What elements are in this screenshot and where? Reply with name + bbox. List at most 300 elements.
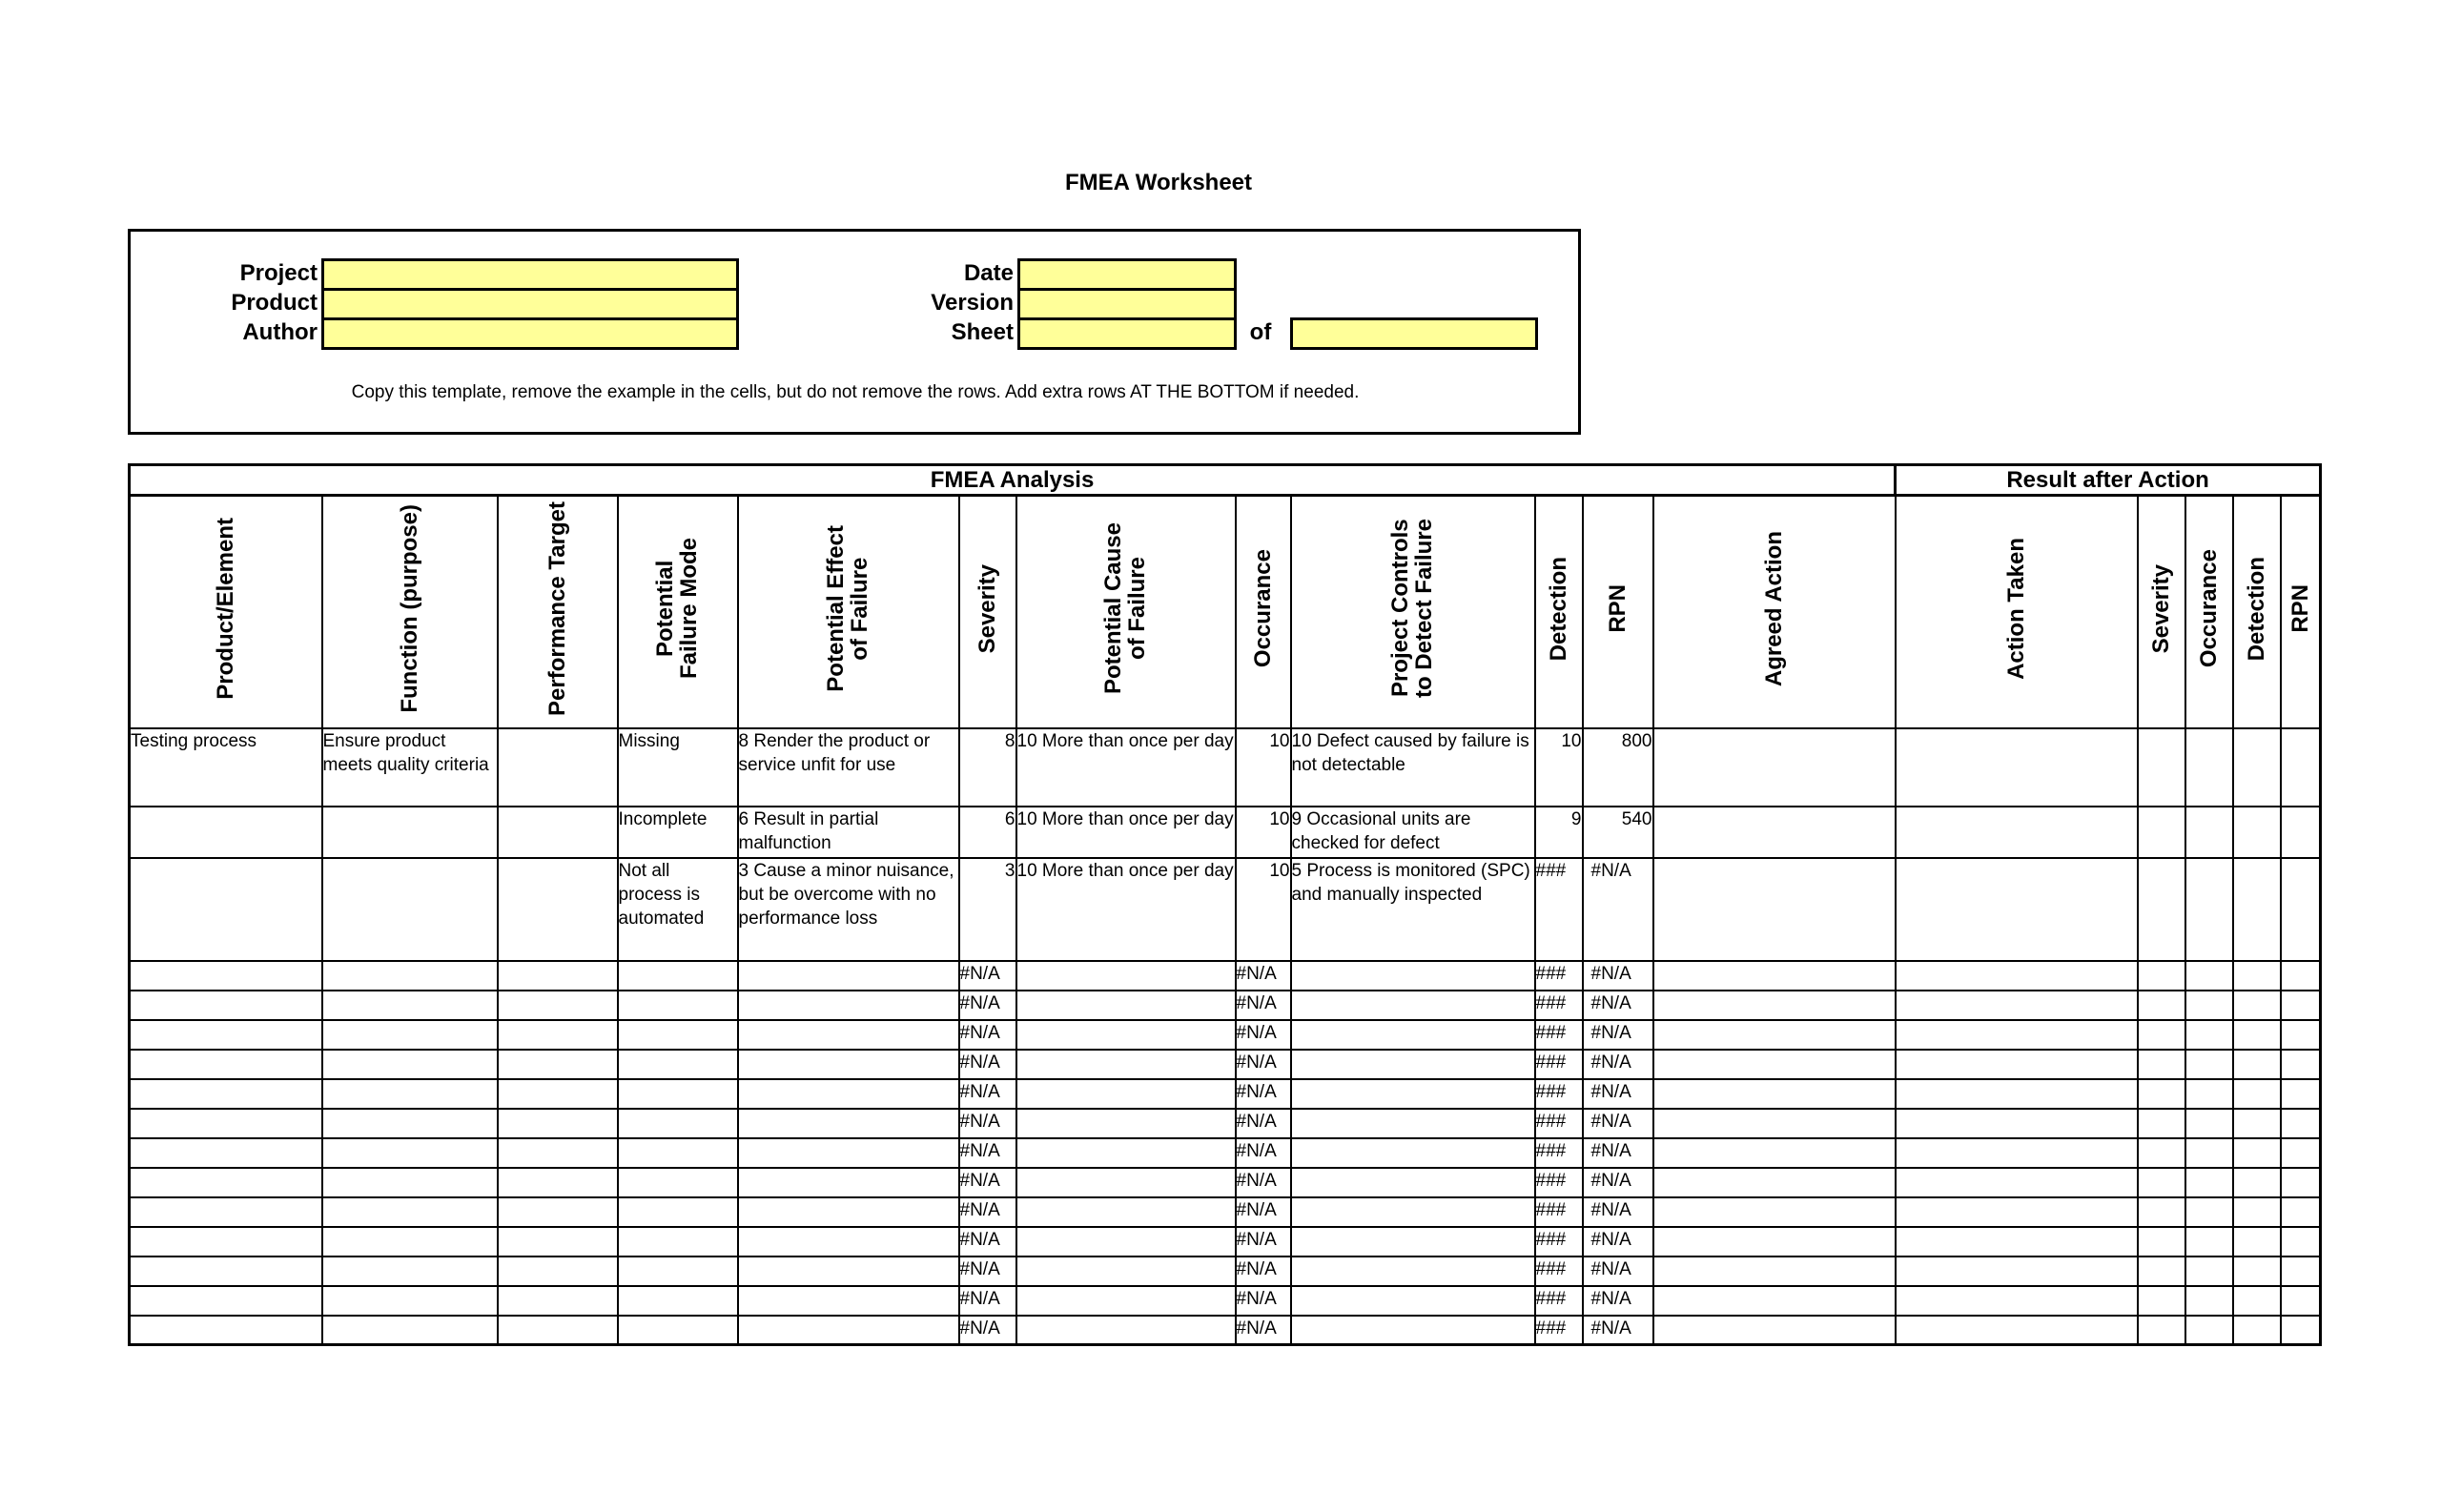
cell-result-detection[interactable] bbox=[2233, 1079, 2281, 1109]
col-controls: Project Controls to Detect Failure bbox=[1291, 496, 1535, 728]
cell-result-rpn[interactable] bbox=[2281, 1257, 2321, 1286]
cell-controls[interactable] bbox=[1291, 1286, 1535, 1316]
cell-failure-mode[interactable] bbox=[618, 1138, 738, 1168]
author-field[interactable] bbox=[321, 317, 739, 350]
cell-rpn[interactable]: #N/A bbox=[1583, 1020, 1653, 1050]
cell-action-taken[interactable] bbox=[1896, 1316, 2138, 1345]
cell-effect[interactable]: 8 Render the product or service unfit for use bbox=[738, 728, 959, 807]
cell-cause[interactable]: 10 More than once per day bbox=[1016, 858, 1236, 961]
cell-agreed-action[interactable] bbox=[1653, 1109, 1896, 1138]
cell-result-rpn[interactable] bbox=[2281, 1227, 2321, 1257]
cell-occurance[interactable]: #N/A bbox=[1236, 1050, 1291, 1079]
cell-performance-target[interactable] bbox=[498, 991, 618, 1020]
cell-cause[interactable] bbox=[1016, 1286, 1236, 1316]
cell-result-occurance[interactable] bbox=[2185, 1227, 2233, 1257]
sheet-field[interactable] bbox=[1017, 317, 1237, 350]
cell-result-detection[interactable] bbox=[2233, 1316, 2281, 1345]
cell-result-occurance[interactable] bbox=[2185, 807, 2233, 858]
cell-effect[interactable] bbox=[738, 1197, 959, 1227]
cell-rpn[interactable]: 540 bbox=[1583, 807, 1653, 858]
cell-controls[interactable]: 5 Process is monitored (SPC) and manually inspected bbox=[1291, 858, 1535, 961]
cell-cause[interactable] bbox=[1016, 1079, 1236, 1109]
cell-severity[interactable]: 6 bbox=[959, 807, 1016, 858]
cell-severity[interactable]: 3 bbox=[959, 858, 1016, 961]
cell-result-occurance[interactable] bbox=[2185, 1286, 2233, 1316]
cell-performance-target[interactable] bbox=[498, 1109, 618, 1138]
cell-function[interactable] bbox=[322, 1227, 498, 1257]
cell-result-detection[interactable] bbox=[2233, 1168, 2281, 1197]
cell-rpn[interactable]: #N/A bbox=[1583, 1257, 1653, 1286]
table-row bbox=[130, 961, 2321, 991]
cell-rpn[interactable]: #N/A bbox=[1583, 961, 1653, 991]
cell-action-taken[interactable] bbox=[1896, 1257, 2138, 1286]
cell-result-severity[interactable] bbox=[2138, 1197, 2185, 1227]
cell-function[interactable] bbox=[322, 1168, 498, 1197]
cell-result-occurance[interactable] bbox=[2185, 1138, 2233, 1168]
cell-detection[interactable]: ### bbox=[1535, 1286, 1583, 1316]
cell-result-detection[interactable] bbox=[2233, 961, 2281, 991]
cell-result-severity[interactable] bbox=[2138, 961, 2185, 991]
cell-function[interactable] bbox=[322, 858, 498, 961]
cell-product[interactable] bbox=[130, 807, 322, 858]
cell-cause[interactable] bbox=[1016, 961, 1236, 991]
table-row bbox=[130, 1257, 2321, 1286]
cell-product[interactable] bbox=[130, 1079, 322, 1109]
cell-agreed-action[interactable] bbox=[1653, 1079, 1896, 1109]
cell-controls[interactable]: 10 Defect caused by failure is not detectable bbox=[1291, 728, 1535, 807]
sheet-total-field[interactable] bbox=[1290, 317, 1538, 350]
cell-severity[interactable]: #N/A bbox=[959, 961, 1016, 991]
cell-rpn[interactable]: #N/A bbox=[1583, 1316, 1653, 1345]
cell-severity[interactable]: #N/A bbox=[959, 1286, 1016, 1316]
cell-performance-target[interactable] bbox=[498, 1227, 618, 1257]
cell-severity[interactable]: #N/A bbox=[959, 1316, 1016, 1345]
cell-effect[interactable]: 3 Cause a minor nuisance, but be overcome with no performance loss bbox=[738, 858, 959, 961]
cell-performance-target[interactable] bbox=[498, 1079, 618, 1109]
cell-function[interactable] bbox=[322, 1286, 498, 1316]
cell-controls[interactable] bbox=[1291, 1316, 1535, 1345]
cell-product[interactable] bbox=[130, 1257, 322, 1286]
table-row bbox=[130, 1197, 2321, 1227]
cell-detection[interactable]: ### bbox=[1535, 1138, 1583, 1168]
cell-agreed-action[interactable] bbox=[1653, 961, 1896, 991]
cell-failure-mode[interactable] bbox=[618, 1286, 738, 1316]
cell-result-severity[interactable] bbox=[2138, 1138, 2185, 1168]
cell-occurance[interactable]: #N/A bbox=[1236, 1227, 1291, 1257]
cell-result-detection[interactable] bbox=[2233, 728, 2281, 807]
cell-agreed-action[interactable] bbox=[1653, 1050, 1896, 1079]
cell-function[interactable] bbox=[322, 1050, 498, 1079]
cell-detection[interactable]: ### bbox=[1535, 858, 1583, 961]
cell-effect[interactable] bbox=[738, 961, 959, 991]
cell-performance-target[interactable] bbox=[498, 1138, 618, 1168]
cell-product[interactable] bbox=[130, 961, 322, 991]
cell-result-detection[interactable] bbox=[2233, 991, 2281, 1020]
col-cause: Potential Cause of Failure bbox=[1016, 496, 1236, 728]
product-field[interactable] bbox=[321, 288, 739, 320]
cell-rpn[interactable]: #N/A bbox=[1583, 1079, 1653, 1109]
cell-action-taken[interactable] bbox=[1896, 961, 2138, 991]
cell-action-taken[interactable] bbox=[1896, 1168, 2138, 1197]
cell-result-occurance[interactable] bbox=[2185, 961, 2233, 991]
cell-failure-mode[interactable]: Missing bbox=[618, 728, 738, 807]
cell-controls[interactable] bbox=[1291, 1050, 1535, 1079]
table-row bbox=[130, 1020, 2321, 1050]
cell-failure-mode[interactable] bbox=[618, 1316, 738, 1345]
cell-performance-target[interactable] bbox=[498, 1316, 618, 1345]
cell-severity[interactable]: #N/A bbox=[959, 1079, 1016, 1109]
cell-function[interactable] bbox=[322, 1109, 498, 1138]
version-field[interactable] bbox=[1017, 288, 1237, 320]
cell-performance-target[interactable] bbox=[498, 961, 618, 991]
cell-failure-mode[interactable]: Not all process is automated bbox=[618, 858, 738, 961]
cell-result-occurance[interactable] bbox=[2185, 991, 2233, 1020]
cell-controls[interactable] bbox=[1291, 1197, 1535, 1227]
cell-cause[interactable] bbox=[1016, 1109, 1236, 1138]
cell-rpn[interactable]: #N/A bbox=[1583, 1050, 1653, 1079]
cell-failure-mode[interactable]: Incomplete bbox=[618, 807, 738, 858]
cell-cause[interactable] bbox=[1016, 1020, 1236, 1050]
cell-cause[interactable] bbox=[1016, 1197, 1236, 1227]
cell-controls[interactable] bbox=[1291, 1109, 1535, 1138]
cell-product[interactable] bbox=[130, 1138, 322, 1168]
cell-severity[interactable]: #N/A bbox=[959, 1168, 1016, 1197]
cell-cause[interactable] bbox=[1016, 1050, 1236, 1079]
cell-product[interactable] bbox=[130, 1316, 322, 1345]
cell-result-severity[interactable] bbox=[2138, 1316, 2185, 1345]
cell-controls[interactable] bbox=[1291, 1079, 1535, 1109]
cell-function[interactable] bbox=[322, 961, 498, 991]
cell-rpn[interactable]: #N/A bbox=[1583, 1168, 1653, 1197]
cell-product[interactable] bbox=[130, 858, 322, 961]
cell-result-rpn[interactable] bbox=[2281, 1109, 2321, 1138]
product-label: Product bbox=[231, 290, 318, 316]
cell-performance-target[interactable] bbox=[498, 858, 618, 961]
cell-failure-mode[interactable] bbox=[618, 1168, 738, 1197]
cell-result-occurance[interactable] bbox=[2185, 1257, 2233, 1286]
cell-result-rpn[interactable] bbox=[2281, 1138, 2321, 1168]
cell-result-severity[interactable] bbox=[2138, 1257, 2185, 1286]
cell-result-severity[interactable] bbox=[2138, 1079, 2185, 1109]
cell-severity[interactable]: #N/A bbox=[959, 1109, 1016, 1138]
cell-product[interactable] bbox=[130, 991, 322, 1020]
cell-result-rpn[interactable] bbox=[2281, 961, 2321, 991]
cell-result-severity[interactable] bbox=[2138, 1168, 2185, 1197]
cell-action-taken[interactable] bbox=[1896, 1197, 2138, 1227]
cell-rpn[interactable]: #N/A bbox=[1583, 991, 1653, 1020]
cell-controls[interactable] bbox=[1291, 1257, 1535, 1286]
cell-cause[interactable] bbox=[1016, 991, 1236, 1020]
cell-failure-mode[interactable] bbox=[618, 991, 738, 1020]
cell-effect[interactable]: 6 Result in partial malfunction bbox=[738, 807, 959, 858]
cell-performance-target[interactable] bbox=[498, 1050, 618, 1079]
cell-product[interactable] bbox=[130, 1050, 322, 1079]
cell-controls[interactable] bbox=[1291, 1020, 1535, 1050]
cell-cause[interactable]: 10 More than once per day bbox=[1016, 728, 1236, 807]
cell-function[interactable] bbox=[322, 1020, 498, 1050]
cell-occurance[interactable]: 10 bbox=[1236, 807, 1291, 858]
cell-controls[interactable] bbox=[1291, 991, 1535, 1020]
cell-result-occurance[interactable] bbox=[2185, 1316, 2233, 1345]
table-row bbox=[130, 1050, 2321, 1079]
cell-effect[interactable] bbox=[738, 1316, 959, 1345]
cell-function[interactable] bbox=[322, 1197, 498, 1227]
cell-result-detection[interactable] bbox=[2233, 1050, 2281, 1079]
cell-agreed-action[interactable] bbox=[1653, 1138, 1896, 1168]
cell-result-detection[interactable] bbox=[2233, 1197, 2281, 1227]
col-result-occurance: Occurance bbox=[2185, 496, 2233, 728]
cell-severity[interactable]: #N/A bbox=[959, 1020, 1016, 1050]
cell-product[interactable] bbox=[130, 1227, 322, 1257]
cell-occurance[interactable]: #N/A bbox=[1236, 1168, 1291, 1197]
cell-detection[interactable]: ### bbox=[1535, 1197, 1583, 1227]
cell-detection[interactable]: ### bbox=[1535, 1079, 1583, 1109]
cell-performance-target[interactable] bbox=[498, 1197, 618, 1227]
cell-result-occurance[interactable] bbox=[2185, 858, 2233, 961]
cell-agreed-action[interactable] bbox=[1653, 858, 1896, 961]
cell-result-occurance[interactable] bbox=[2185, 1079, 2233, 1109]
cell-severity[interactable]: #N/A bbox=[959, 1257, 1016, 1286]
cell-function[interactable] bbox=[322, 1079, 498, 1109]
cell-rpn[interactable]: #N/A bbox=[1583, 1286, 1653, 1316]
cell-occurance[interactable]: #N/A bbox=[1236, 961, 1291, 991]
cell-failure-mode[interactable] bbox=[618, 1020, 738, 1050]
cell-agreed-action[interactable] bbox=[1653, 1257, 1896, 1286]
cell-rpn[interactable]: #N/A bbox=[1583, 1109, 1653, 1138]
cell-product[interactable] bbox=[130, 1109, 322, 1138]
cell-agreed-action[interactable] bbox=[1653, 1286, 1896, 1316]
cell-result-rpn[interactable] bbox=[2281, 991, 2321, 1020]
cell-rpn[interactable]: #N/A bbox=[1583, 858, 1653, 961]
cell-agreed-action[interactable] bbox=[1653, 1168, 1896, 1197]
cell-product[interactable] bbox=[130, 1286, 322, 1316]
col-rpn: RPN bbox=[1583, 496, 1653, 728]
cell-action-taken[interactable] bbox=[1896, 1138, 2138, 1168]
cell-result-severity[interactable] bbox=[2138, 807, 2185, 858]
cell-action-taken[interactable] bbox=[1896, 991, 2138, 1020]
cell-result-detection[interactable] bbox=[2233, 1227, 2281, 1257]
project-field[interactable] bbox=[321, 258, 739, 291]
band-result-after-action: Result after Action bbox=[1896, 465, 2321, 496]
cell-effect[interactable] bbox=[738, 1286, 959, 1316]
cell-effect[interactable] bbox=[738, 1257, 959, 1286]
cell-failure-mode[interactable] bbox=[618, 1227, 738, 1257]
cell-severity[interactable]: #N/A bbox=[959, 1227, 1016, 1257]
cell-effect[interactable] bbox=[738, 1050, 959, 1079]
cell-occurance[interactable]: #N/A bbox=[1236, 1286, 1291, 1316]
cell-controls[interactable] bbox=[1291, 1168, 1535, 1197]
cell-agreed-action[interactable] bbox=[1653, 728, 1896, 807]
cell-result-rpn[interactable] bbox=[2281, 1050, 2321, 1079]
cell-detection[interactable]: 9 bbox=[1535, 807, 1583, 858]
cell-performance-target[interactable] bbox=[498, 1020, 618, 1050]
cell-agreed-action[interactable] bbox=[1653, 991, 1896, 1020]
cell-product[interactable]: Testing process bbox=[130, 728, 322, 807]
template-note: Copy this template, remove the example in the cells, but do not remove the rows. Add extra rows AT THE BOTTOM if needed. bbox=[351, 382, 1360, 402]
cell-occurance[interactable]: #N/A bbox=[1236, 1079, 1291, 1109]
cell-agreed-action[interactable] bbox=[1653, 1020, 1896, 1050]
cell-cause[interactable] bbox=[1016, 1257, 1236, 1286]
cell-severity[interactable]: #N/A bbox=[959, 1138, 1016, 1168]
cell-performance-target[interactable] bbox=[498, 728, 618, 807]
cell-result-detection[interactable] bbox=[2233, 1257, 2281, 1286]
cell-rpn[interactable]: #N/A bbox=[1583, 1227, 1653, 1257]
cell-effect[interactable] bbox=[738, 1168, 959, 1197]
cell-result-detection[interactable] bbox=[2233, 1286, 2281, 1316]
cell-cause[interactable]: 10 More than once per day bbox=[1016, 807, 1236, 858]
cell-agreed-action[interactable] bbox=[1653, 807, 1896, 858]
cell-result-occurance[interactable] bbox=[2185, 728, 2233, 807]
cell-result-occurance[interactable] bbox=[2185, 1020, 2233, 1050]
cell-severity[interactable]: 8 bbox=[959, 728, 1016, 807]
col-occurance: Occurance bbox=[1236, 496, 1291, 728]
cell-result-rpn[interactable] bbox=[2281, 1079, 2321, 1109]
cell-result-rpn[interactable] bbox=[2281, 807, 2321, 858]
cell-failure-mode[interactable] bbox=[618, 1197, 738, 1227]
cell-result-rpn[interactable] bbox=[2281, 858, 2321, 961]
cell-product[interactable] bbox=[130, 1020, 322, 1050]
cell-result-severity[interactable] bbox=[2138, 1286, 2185, 1316]
cell-action-taken[interactable] bbox=[1896, 1020, 2138, 1050]
cell-result-severity[interactable] bbox=[2138, 1050, 2185, 1079]
cell-agreed-action[interactable] bbox=[1653, 1197, 1896, 1227]
col-agreed-action: Agreed Action bbox=[1653, 496, 1896, 728]
cell-function[interactable] bbox=[322, 807, 498, 858]
cell-cause[interactable] bbox=[1016, 1168, 1236, 1197]
cell-controls[interactable] bbox=[1291, 1138, 1535, 1168]
cell-result-occurance[interactable] bbox=[2185, 1109, 2233, 1138]
cell-failure-mode[interactable] bbox=[618, 1257, 738, 1286]
cell-occurance[interactable]: #N/A bbox=[1236, 1257, 1291, 1286]
cell-action-taken[interactable] bbox=[1896, 1050, 2138, 1079]
cell-result-severity[interactable] bbox=[2138, 858, 2185, 961]
cell-action-taken[interactable] bbox=[1896, 858, 2138, 961]
cell-detection[interactable]: ### bbox=[1535, 1227, 1583, 1257]
cell-rpn[interactable]: 800 bbox=[1583, 728, 1653, 807]
cell-severity[interactable]: #N/A bbox=[959, 1050, 1016, 1079]
cell-detection[interactable]: ### bbox=[1535, 961, 1583, 991]
cell-failure-mode[interactable] bbox=[618, 1109, 738, 1138]
date-label: Date bbox=[963, 260, 1014, 286]
version-label: Version bbox=[931, 290, 1014, 316]
cell-result-detection[interactable] bbox=[2233, 807, 2281, 858]
cell-controls[interactable] bbox=[1291, 961, 1535, 991]
cell-occurance[interactable]: 10 bbox=[1236, 858, 1291, 961]
cell-occurance[interactable]: 10 bbox=[1236, 728, 1291, 807]
cell-action-taken[interactable] bbox=[1896, 1286, 2138, 1316]
cell-cause[interactable] bbox=[1016, 1316, 1236, 1345]
cell-function[interactable]: Ensure product meets quality criteria bbox=[322, 728, 498, 807]
cell-result-rpn[interactable] bbox=[2281, 1020, 2321, 1050]
cell-effect[interactable] bbox=[738, 1020, 959, 1050]
cell-result-detection[interactable] bbox=[2233, 1109, 2281, 1138]
cell-result-occurance[interactable] bbox=[2185, 1197, 2233, 1227]
sheet-label: Sheet bbox=[951, 319, 1014, 345]
cell-occurance[interactable]: #N/A bbox=[1236, 991, 1291, 1020]
cell-action-taken[interactable] bbox=[1896, 1227, 2138, 1257]
cell-detection[interactable]: ### bbox=[1535, 1168, 1583, 1197]
cell-result-occurance[interactable] bbox=[2185, 1168, 2233, 1197]
cell-detection[interactable]: ### bbox=[1535, 1316, 1583, 1345]
cell-result-rpn[interactable] bbox=[2281, 1197, 2321, 1227]
cell-product[interactable] bbox=[130, 1168, 322, 1197]
cell-controls[interactable] bbox=[1291, 1227, 1535, 1257]
empty-rows bbox=[130, 961, 2321, 1345]
cell-result-severity[interactable] bbox=[2138, 1227, 2185, 1257]
cell-detection[interactable]: ### bbox=[1535, 991, 1583, 1020]
cell-action-taken[interactable] bbox=[1896, 1109, 2138, 1138]
cell-function[interactable] bbox=[322, 1138, 498, 1168]
cell-detection[interactable]: ### bbox=[1535, 1257, 1583, 1286]
cell-function[interactable] bbox=[322, 991, 498, 1020]
cell-failure-mode[interactable] bbox=[618, 1079, 738, 1109]
cell-occurance[interactable]: #N/A bbox=[1236, 1197, 1291, 1227]
cell-occurance[interactable]: #N/A bbox=[1236, 1316, 1291, 1345]
cell-failure-mode[interactable] bbox=[618, 961, 738, 991]
cell-severity[interactable]: #N/A bbox=[959, 1197, 1016, 1227]
cell-action-taken[interactable] bbox=[1896, 1079, 2138, 1109]
cell-agreed-action[interactable] bbox=[1653, 1316, 1896, 1345]
date-field[interactable] bbox=[1017, 258, 1237, 291]
cell-severity[interactable]: #N/A bbox=[959, 991, 1016, 1020]
cell-result-rpn[interactable] bbox=[2281, 1316, 2321, 1345]
cell-result-rpn[interactable] bbox=[2281, 1286, 2321, 1316]
table-row bbox=[130, 858, 2321, 961]
table-row bbox=[130, 991, 2321, 1020]
table-row bbox=[130, 1138, 2321, 1168]
cell-performance-target[interactable] bbox=[498, 1257, 618, 1286]
cell-detection[interactable]: ### bbox=[1535, 1050, 1583, 1079]
cell-result-rpn[interactable] bbox=[2281, 1168, 2321, 1197]
cell-result-rpn[interactable] bbox=[2281, 728, 2321, 807]
cell-controls[interactable]: 9 Occasional units are checked for defect bbox=[1291, 807, 1535, 858]
cell-result-severity[interactable] bbox=[2138, 728, 2185, 807]
cell-result-detection[interactable] bbox=[2233, 1020, 2281, 1050]
cell-rpn[interactable]: #N/A bbox=[1583, 1197, 1653, 1227]
cell-result-severity[interactable] bbox=[2138, 1020, 2185, 1050]
cell-result-severity[interactable] bbox=[2138, 991, 2185, 1020]
cell-function[interactable] bbox=[322, 1316, 498, 1345]
cell-cause[interactable] bbox=[1016, 1138, 1236, 1168]
cell-action-taken[interactable] bbox=[1896, 807, 2138, 858]
cell-function[interactable] bbox=[322, 1257, 498, 1286]
cell-effect[interactable] bbox=[738, 1109, 959, 1138]
cell-result-severity[interactable] bbox=[2138, 1109, 2185, 1138]
cell-product[interactable] bbox=[130, 1197, 322, 1227]
cell-agreed-action[interactable] bbox=[1653, 1227, 1896, 1257]
cell-rpn[interactable]: #N/A bbox=[1583, 1138, 1653, 1168]
cell-detection[interactable]: ### bbox=[1535, 1020, 1583, 1050]
cell-action-taken[interactable] bbox=[1896, 728, 2138, 807]
cell-detection[interactable]: ### bbox=[1535, 1109, 1583, 1138]
cell-effect[interactable] bbox=[738, 1227, 959, 1257]
cell-detection[interactable]: 10 bbox=[1535, 728, 1583, 807]
cell-effect[interactable] bbox=[738, 1079, 959, 1109]
cell-performance-target[interactable] bbox=[498, 1168, 618, 1197]
cell-effect[interactable] bbox=[738, 991, 959, 1020]
cell-performance-target[interactable] bbox=[498, 1286, 618, 1316]
cell-result-detection[interactable] bbox=[2233, 1138, 2281, 1168]
cell-result-detection[interactable] bbox=[2233, 858, 2281, 961]
cell-failure-mode[interactable] bbox=[618, 1050, 738, 1079]
cell-result-occurance[interactable] bbox=[2185, 1050, 2233, 1079]
cell-occurance[interactable]: #N/A bbox=[1236, 1020, 1291, 1050]
cell-effect[interactable] bbox=[738, 1138, 959, 1168]
cell-performance-target[interactable] bbox=[498, 807, 618, 858]
cell-occurance[interactable]: #N/A bbox=[1236, 1138, 1291, 1168]
cell-occurance[interactable]: #N/A bbox=[1236, 1109, 1291, 1138]
cell-cause[interactable] bbox=[1016, 1227, 1236, 1257]
